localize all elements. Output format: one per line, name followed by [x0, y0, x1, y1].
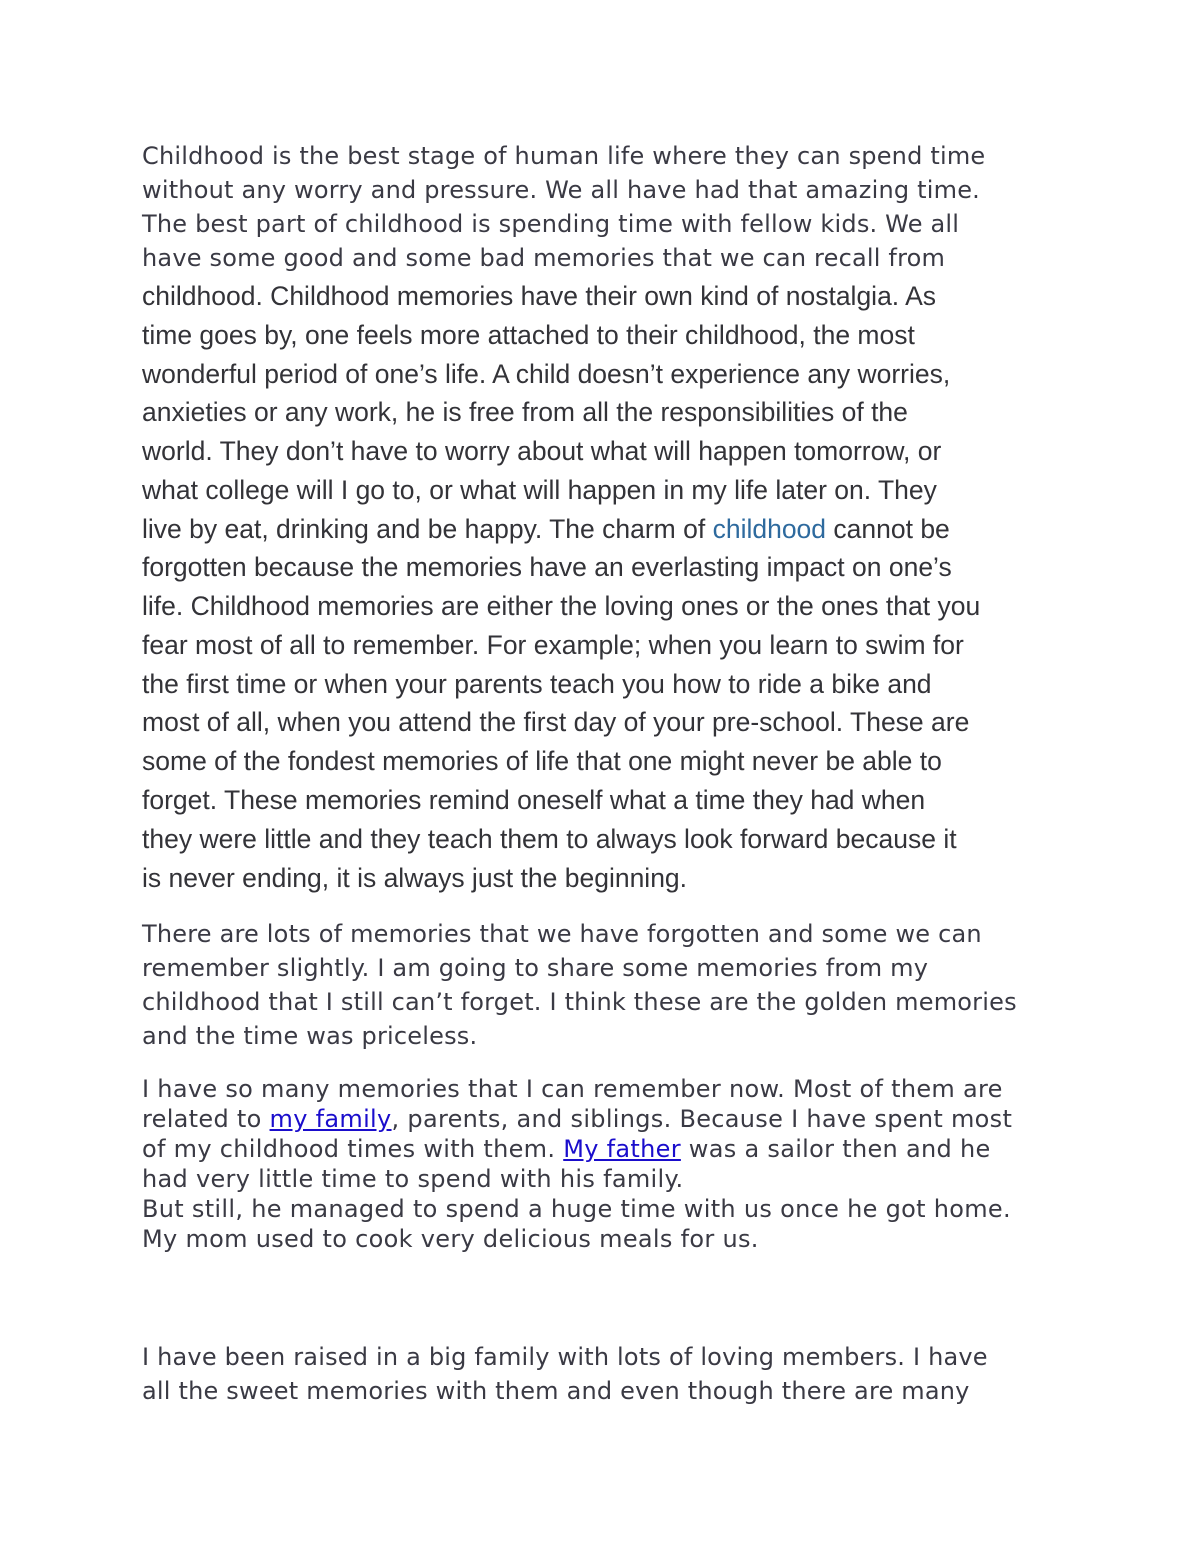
text-run: cannot be [826, 514, 950, 544]
paragraph1-line: some of the fondest memories of life that one might never be able to [142, 746, 942, 776]
paragraph3-line-family [142, 1105, 1012, 1133]
paragraph2-line: remember slightly. I am going to share some memories from my [142, 954, 929, 982]
paragraph4-line: all the sweet memories with them and even though there are many [142, 1377, 970, 1405]
text-run: related to [142, 1105, 270, 1133]
paragraph1-line: is never ending, it is always just the beginning. [142, 863, 688, 893]
paragraph1-line: they were little and they teach them to always look forward because it [142, 824, 957, 854]
paragraph1-line: without any worry and pressure. We all have had that amazing time. [142, 176, 981, 204]
paragraph3-line-father [142, 1135, 991, 1163]
paragraph1-line: time goes by, one feels more attached to their childhood, the most [142, 320, 915, 350]
text-run: , parents, and siblings. Because I have spent most [391, 1105, 1013, 1133]
paragraph3-line: had very little time to spend with his family. [142, 1165, 684, 1193]
paragraph3-line: But still, he managed to spend a huge time with us once he got home. [142, 1195, 1011, 1223]
paragraph1-line: life. Childhood memories are either the loving ones or the ones that you [142, 591, 981, 621]
paragraph2-line: and the time was priceless. [142, 1022, 478, 1050]
paragraph1-line: the first time or when your parents teach you how to ride a bike and [142, 669, 932, 699]
paragraph1-line: Childhood is the best stage of human life where they can spend time [142, 142, 986, 170]
paragraph3-line: I have so many memories that I can remember now. Most of them are [142, 1075, 1003, 1103]
paragraph1-line: The best part of childhood is spending time with fellow kids. We all [142, 210, 960, 238]
paragraph1-line-charm [142, 514, 950, 545]
paragraph4-line: I have been raised in a big family with lots of loving members. I have [142, 1343, 988, 1371]
text-run: live by eat, drinking and be happy. The charm of [142, 514, 713, 544]
paragraph1-line: anxieties or any work, he is free from all the responsibilities of the [142, 397, 908, 427]
paragraph1-line: wonderful period of one’s life. A child doesn’t experience any worries, [142, 359, 951, 389]
paragraph1-line: fear most of all to remember. For example; when you learn to swim for [142, 630, 964, 660]
paragraph1-line: most of all, when you attend the first day of your pre-school. These are [142, 707, 970, 737]
paragraph1-line: what college will I go to, or what will happen in my life later on. They [142, 475, 937, 505]
paragraph3-line: My mom used to cook very delicious meals for us. [142, 1225, 759, 1253]
paragraph2-line: There are lots of memories that we have forgotten and some we can [142, 920, 982, 948]
my-father-link[interactable]: My father [563, 1135, 681, 1163]
paragraph1-line: forgotten because the memories have an everlasting impact on one’s [142, 552, 952, 582]
text-run: of my childhood times with them. [142, 1135, 564, 1163]
childhood-keyword: childhood [712, 514, 827, 544]
paragraph2-line: childhood that I still can’t forget. I think these are the golden memories [142, 988, 1017, 1016]
paragraph1-line: have some good and some bad memories that we can recall from [142, 244, 946, 272]
my-family-link[interactable]: my family [269, 1105, 392, 1133]
paragraph1-line: world. They don’t have to worry about what will happen tomorrow, or [142, 436, 942, 466]
paragraph1-line: forget. These memories remind oneself what a time they had when [142, 785, 926, 815]
text-run: was a sailor then and he [680, 1135, 991, 1163]
paragraph1-line: childhood. Childhood memories have their own kind of nostalgia. As [142, 281, 936, 311]
